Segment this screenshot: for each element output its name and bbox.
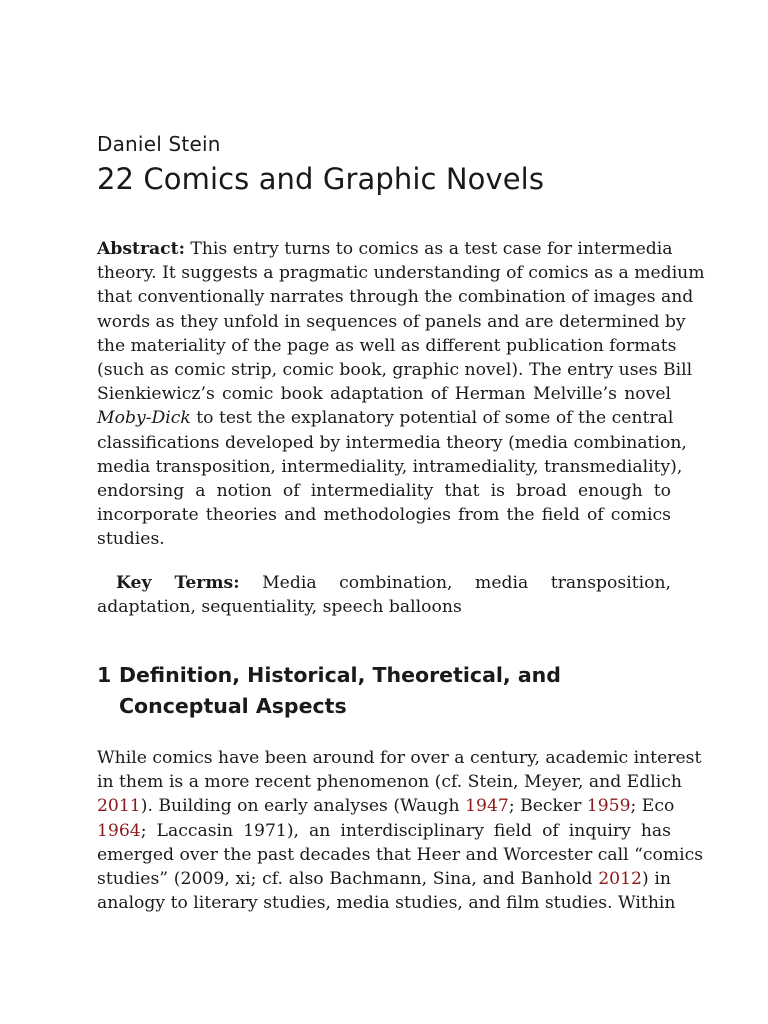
abstract-line: media transposition, intermediality, intramediality, transmediality), [97,456,683,477]
body-text-fragment: ; Eco [630,796,675,817]
body-line [97,819,671,843]
body-line [97,794,675,818]
chapter-title: 22 Comics and Graphic Novels [97,162,545,196]
body-line: analogy to literary studies, media studies, and film studies. Within [97,893,676,914]
citation-link[interactable]: 1959 [586,796,631,817]
body-text-fragment: ). Building on early analyses (Waugh [140,796,466,817]
abstract-line: theory. It suggests a pragmatic understanding of comics as a medium [97,263,705,284]
body-text-fragment: ) in [641,868,671,889]
italic-title: Moby-Dick [97,408,191,429]
abstract-line: This entry turns to comics as a test case for intermedia [190,239,673,259]
section-heading [97,660,671,722]
abstract-line: endorsing a notion of intermediality that is broad enough to [97,480,671,501]
body-text-fragment: ; Laccasin 1971), an interdisciplinary field of inquiry has [140,820,671,841]
key-terms-line: Media combination, media transposition, [262,573,671,593]
citation-link[interactable]: 2012 [598,868,642,889]
abstract-line: classifications developed by intermedia theory (media combination, [97,432,687,453]
abstract-label: Abstract: [97,239,185,259]
section-title-line: Conceptual Aspects [119,694,347,718]
abstract-line: the materiality of the page as well as different publication formats [97,335,677,356]
body-line: in them is a more recent phenomenon (cf. Stein, Meyer, and Edlich [97,772,682,793]
abstract [97,237,705,551]
body-text-fragment: ; Becker [508,796,587,817]
abstract-line: words as they unfold in sequences of panels and are determined by [97,311,686,332]
body-paragraph [97,746,704,915]
body-line: While comics have been around for over a century, academic interest [97,748,702,768]
key-terms [97,571,671,619]
abstract-line: incorporate theories and methodologies from the field of comics [97,505,671,526]
citation-link[interactable]: 1947 [465,796,509,817]
abstract-line: (such as comic strip, comic book, graphic novel). The entry uses Bill [97,359,693,380]
body-line: emerged over the past decades that Heer and Worcester call “comics [97,844,704,865]
citation-link[interactable]: 1964 [97,820,141,841]
abstract-line: to test the explanatory potential of some of the central [196,408,674,429]
abstract-line: Sienkiewicz’s comic book adaptation of Herman Melville’s novel [97,384,671,405]
abstract-line: studies. [97,529,165,550]
key-terms-label: Key Terms: [116,573,240,593]
abstract-line: that conventionally narrates through the combination of images and [97,287,694,308]
citation-link[interactable]: 2011 [97,796,141,817]
author-name: Daniel Stein [97,132,221,156]
section-number: 1 [97,663,112,687]
body-line [97,867,671,891]
section-title-line: Definition, Historical, Theoretical, and [119,663,561,687]
body-text-fragment: studies” (2009, xi; cf. also Bachmann, Sina, and Banhold [97,868,599,889]
key-terms-line: adaptation, sequentiality, speech balloons [97,597,462,618]
